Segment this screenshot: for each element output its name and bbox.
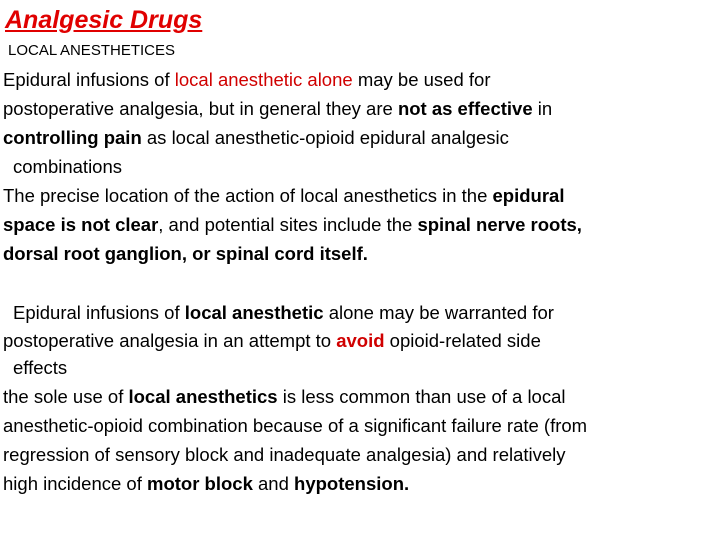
highlight-bold: epidural: [492, 185, 565, 206]
text-run: opioid-related side: [384, 330, 541, 351]
highlight-bold: not as effective: [397, 98, 533, 119]
text-run: and: [252, 473, 295, 494]
text-line: [3, 384, 566, 410]
text-line: [3, 125, 509, 151]
text-run: may be used for: [352, 69, 491, 90]
section-subtitle: LOCAL ANESTHETICES: [8, 42, 175, 59]
text-run: alone may be warranted for: [323, 302, 554, 323]
text-run: postoperative analgesia, but in general they are: [3, 98, 398, 119]
text-run: , and potential sites include the: [158, 214, 418, 235]
text-run: in: [532, 98, 553, 119]
text-line: [3, 67, 490, 93]
text-run: the sole use of: [3, 386, 129, 407]
highlight-bold: controlling pain: [3, 127, 142, 148]
highlight-bold: motor block: [147, 473, 253, 494]
text-line: [3, 328, 541, 354]
text-line: dorsal root ganglion, or spinal cord itself.: [3, 243, 368, 264]
highlight-bold: local anesthetic: [184, 302, 324, 323]
text-run: postoperative analgesia in an attempt to: [3, 330, 337, 351]
text-line: [3, 212, 582, 238]
text-line: effects: [13, 357, 68, 378]
text-run: The precise location of the action of local anesthetics in the: [3, 185, 493, 206]
text-run: Epidural infusions of: [13, 302, 185, 323]
text-line: [3, 471, 409, 497]
text-run: Epidural infusions of: [3, 69, 175, 90]
text-run: as local anesthetic-opioid epidural analgesic: [141, 127, 509, 148]
highlight-bold: spinal nerve roots,: [417, 214, 582, 235]
text-line: [3, 96, 552, 122]
text-run: high incidence of: [3, 473, 147, 494]
text-run: is less common than use of a local: [277, 386, 566, 407]
text-line: combinations: [13, 156, 123, 177]
highlight-red-bold: avoid: [336, 330, 385, 351]
text-line: [13, 300, 554, 326]
text-line: regression of sensory block and inadequate analgesia) and relatively: [3, 444, 566, 465]
highlight-bold: local anesthetics: [128, 386, 278, 407]
highlight-red: local anesthetic alone: [174, 69, 353, 90]
page-title: Analgesic Drugs: [5, 6, 203, 34]
text-line: anesthetic-opioid combination because of a significant failure rate (from: [3, 415, 588, 436]
highlight-bold: space is not clear: [3, 214, 159, 235]
text-line: [3, 183, 564, 209]
highlight-bold: hypotension.: [294, 473, 410, 494]
